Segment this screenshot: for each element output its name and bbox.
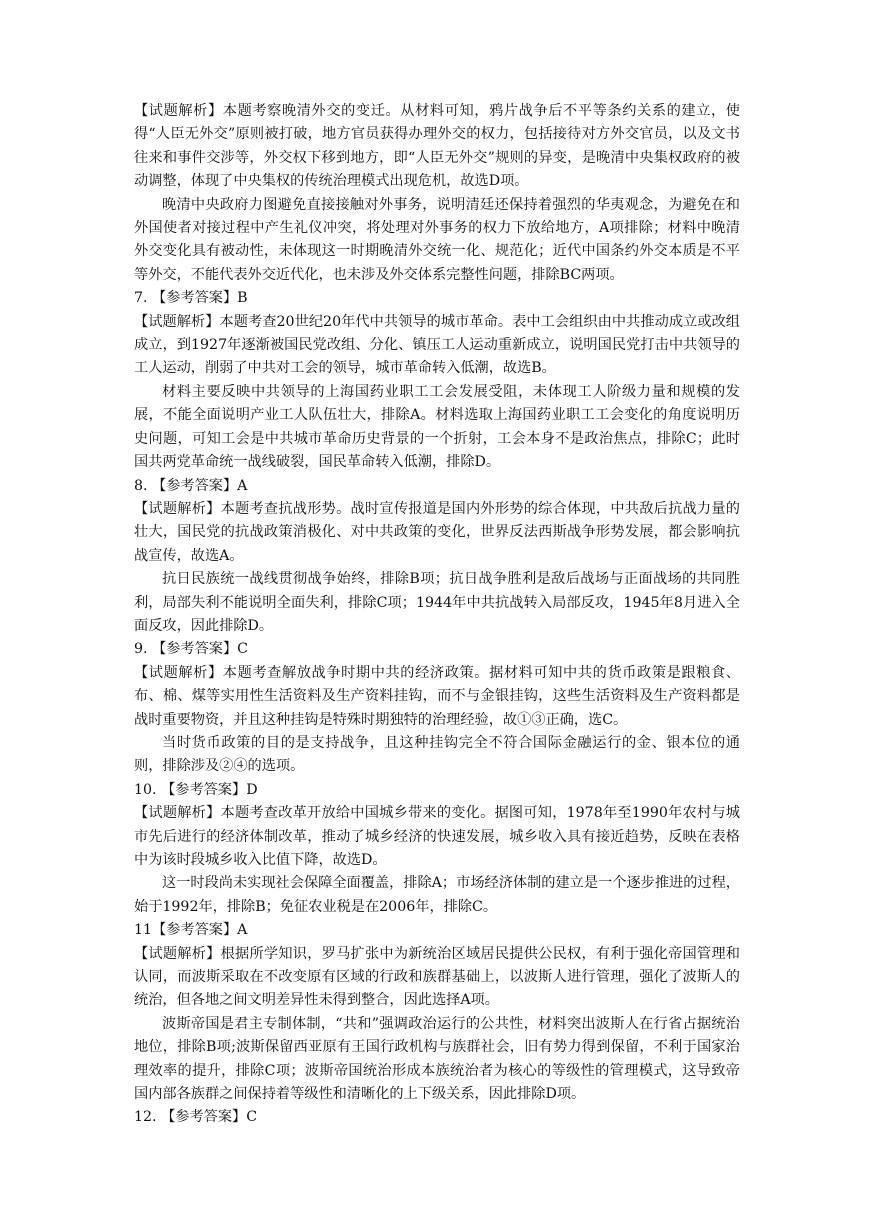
- q12-answer-line: 12. 【参考答案】C: [134, 1109, 258, 1126]
- q10-exclusion-paragraph: 这一时段尚未实现社会保障全面覆盖，排除A；市场经济体制的建立是一个逐步推进的过程，始于1992年，排除B；免征农业税是在2006年，排除C。: [134, 875, 740, 915]
- q9-analysis-paragraph: 【试题解析】本题考查解放战争时期中共的经济政策。据材料可知中共的货币政策是跟粮食、布、棉、煤等实用性生活资料及生产资料挂钩，而不与金银挂钩，这些生活资料及生产资料都是战时重要物资，并且这种挂钩是特殊时期独特的治理经验，故①③正确，选C。: [134, 664, 740, 728]
- q11-exclusion-paragraph: 波斯帝国是君主专制体制，“共和”强调政治运行的公共性，材料突出波斯人在行省占据统治地位，排除B项;波斯保留西亚原有王国行政机构与族群社会，旧有势力得到保留，不利于国家治理效率的提升，排除C项；波斯帝国统治形成本族统治者为核心的等级性的管理模式，这导致帝国内部各族群之间保持着等级性和清晰化的上下级关系，因此排除D项。: [134, 1015, 740, 1103]
- q8-exclusion-paragraph: 抗日民族统一战线贯彻战争始终，排除B项；抗日战争胜利是敌后战场与正面战场的共同胜利，局部失利不能说明全面失利，排除C项；1944年中共抗战转入局部反攻，1945年8月进入全面反攻，因此排除D。: [134, 571, 740, 634]
- q7-answer-line: 7. 【参考答案】B: [134, 290, 248, 307]
- q6-exclusion-paragraph: 晚清中央政府力图避免直接接触对外事务，说明清廷还保持着强烈的华夷观念，为避免在和外国使者对接过程中产生礼仪冲突，将处理对外事务的权力下放给地方，A项排除；材料中晚清外交变化具有被动性，未体现这一时期晚清外交统一化、规范化；近代中国条约外交本质是不平等外交，不能代表外交近代化，也未涉及外交体系完整性问题，排除BC两项。: [134, 196, 740, 283]
- q8-analysis-paragraph: 【试题解析】本题考查抗战形势。战时宣传报道是国内外形势的综合体现，中共敌后抗战力量的壮大，国民党的抗战政策消极化、对中共政策的变化，世界反法西斯战争形势发展，都会影响抗战宣传，故选A。: [134, 500, 740, 564]
- q7-exclusion-paragraph: 材料主要反映中共领导的上海国药业职工工会发展受阻，未体现工人阶级力量和规模的发展，不能全面说明产业工人队伍壮大，排除A。材料选取上海国药业职工工会变化的角度说明历史问题，可知工会是中共城市革命历史背景的一个折射，工会本身不是政治焦点，排除C；此时国共两党革命统一战线破裂，国民革命转入低潮，排除D。: [134, 383, 740, 471]
- q11-answer-line: 11【参考答案】A: [134, 922, 248, 939]
- q10-answer-line: 10. 【参考答案】D: [134, 781, 258, 798]
- q10-analysis-paragraph: 【试题解析】本题考查改革开放给中国城乡带来的变化。据图可知，1978年至1990年农村与城市先后进行的经济体制改革，推动了城乡经济的快速发展，城乡收入具有接近趋势，反映在表格中为该时段城乡收入比值下降，故选D。: [134, 805, 740, 868]
- q8-answer-line: 8. 【参考答案】A: [134, 477, 248, 494]
- q9-answer-line: 9. 【参考答案】C: [134, 641, 249, 658]
- q6-analysis-paragraph: 【试题解析】本题考察晚清外交的变迁。从材料可知，鸦片战争后不平等条约关系的建立，使得“人臣无外交”原则被打破，地方官员获得办理外交的权力，包括接待对方外交官员，以及文书往来和事件交涉等，外交权下移到地方，即“人臣无外交”规则的异变，是晚清中央集权政府的被动调整，体现了中央集权的传统治理模式出现危机，故选D项。: [134, 103, 740, 190]
- answer-document: [134, 100, 740, 1130]
- q9-exclusion-paragraph: 当时货币政策的目的是支持战争，且这种挂钩完全不符合国际金融运行的金、银本位的通则，排除涉及②④的选项。: [134, 734, 740, 775]
- q11-analysis-paragraph: 【试题解析】根据所学知识，罗马扩张中为新统治区域居民提供公民权，有利于强化帝国管理和认同，而波斯采取在不改变原有区域的行政和族群基础上，以波斯人进行管理，强化了波斯人的统治，但各地之间文明差异性未得到整合，因此选择A项。: [134, 945, 740, 1009]
- q7-analysis-paragraph: 【试题解析】本题考查20世纪20年代中共领导的城市革命。表中工会组织由中共推动成立或改组成立，到1927年逐渐被国民党改组、分化、镇压工人运动重新成立，说明国民党打击中共领导的工人运动，削弱了中共对工会的领导，城市革命转入低潮，故选B。: [134, 313, 740, 377]
